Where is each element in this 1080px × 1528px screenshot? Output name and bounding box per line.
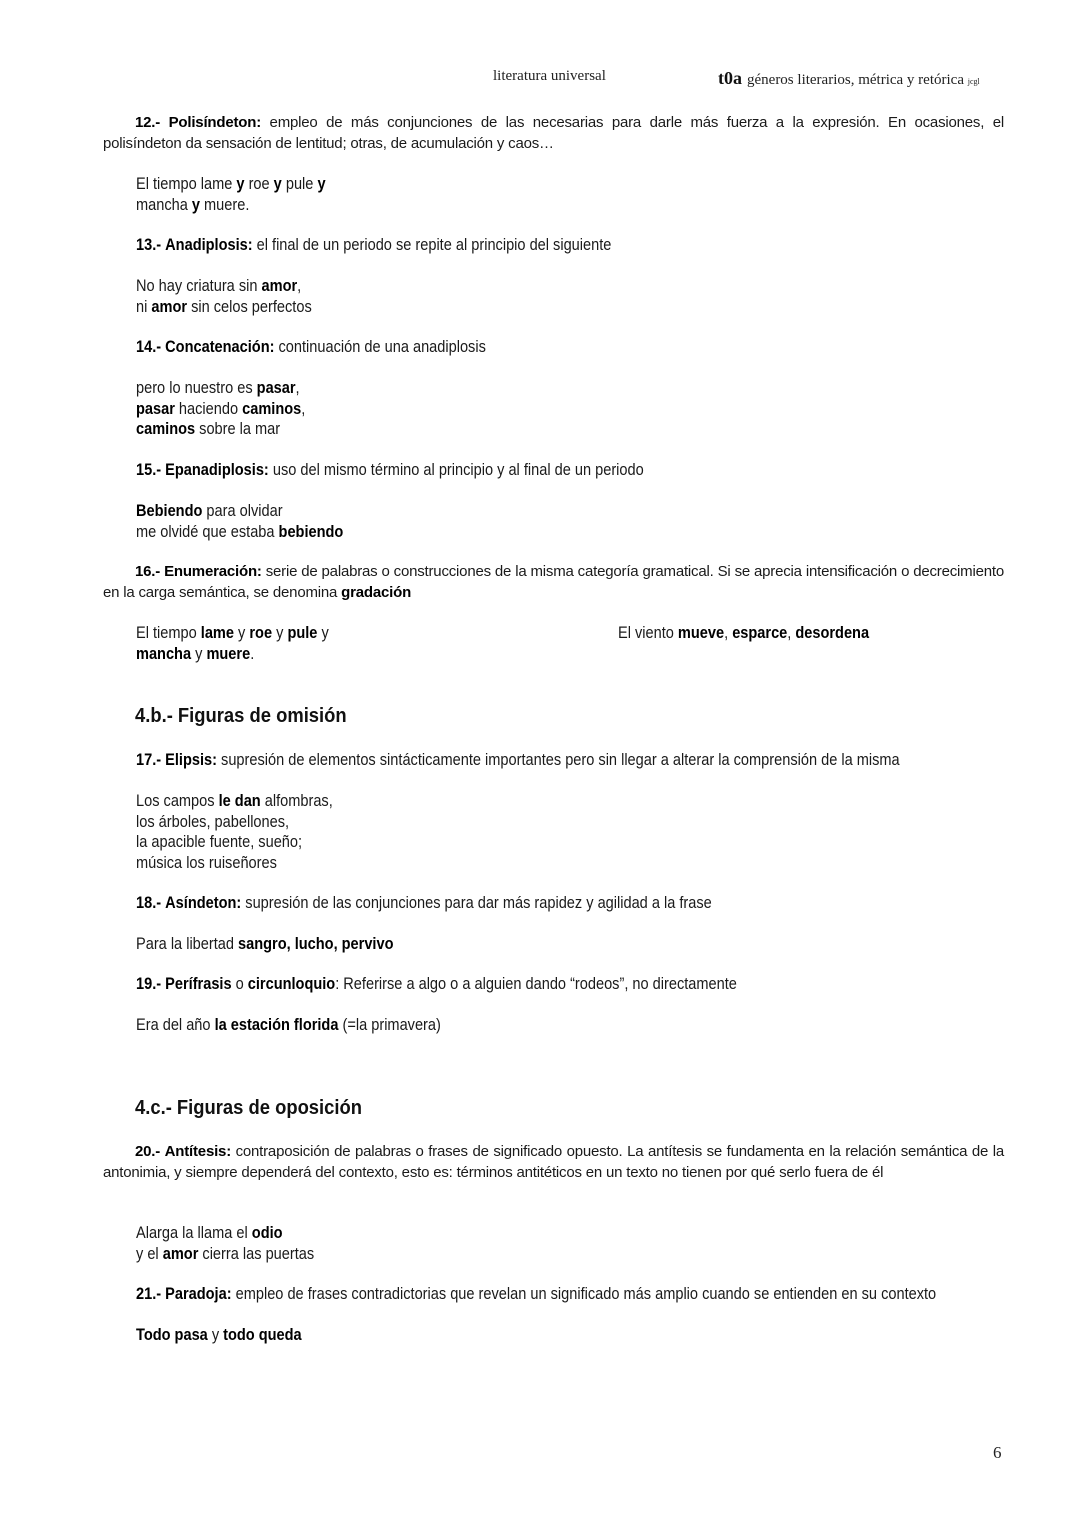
term: Elipsis: — [165, 751, 217, 769]
example-asindeton — [136, 934, 393, 955]
example-line: pasar haciendo caminos, — [136, 399, 306, 418]
definition-text: uso del mismo término al principio y al final de un periodo — [268, 461, 644, 479]
definition-concatenacion — [136, 337, 486, 358]
example-line: No hay criatura sin amor, — [136, 277, 302, 295]
example-line: Bebiendo para olvidar — [136, 502, 283, 520]
example-line: El viento mueve, esparce, desordena — [618, 624, 870, 642]
example-enumeracion-left — [136, 623, 329, 664]
example-line: El tiempo lame y roe y pule y — [136, 624, 329, 642]
example-line: El tiempo lame y roe y pule y — [136, 175, 326, 193]
definition-text: supresión de elementos sintácticamente importantes pero sin llegar a alterar la comprensión de la misma — [216, 751, 900, 769]
header-code: t0a — [718, 68, 742, 88]
example-line: Todo pasa y todo queda — [136, 1326, 302, 1344]
term: Epanadiplosis: — [165, 461, 269, 479]
item-number: 21.- — [136, 1285, 162, 1303]
term: Anadiplosis: — [165, 236, 253, 254]
item-number: 17.- — [136, 751, 162, 769]
example-line: la apacible fuente, sueño; — [136, 833, 303, 851]
example-anadiplosis — [136, 276, 312, 317]
header-subject: literatura universal — [493, 68, 606, 84]
example-paradoja — [136, 1325, 302, 1346]
header-topic: géneros literarios, métrica y retórica — [747, 72, 964, 88]
term: Enumeración: — [164, 563, 262, 580]
example-line: y el amor cierra las puertas — [136, 1244, 315, 1263]
term: Perífrasis — [165, 975, 232, 993]
definition-perifrasis: 19.- Perífrasis o circunloquio: Referirse a algo o a alguien dando “rodeos”, no directamente — [136, 975, 737, 993]
example-elipsis — [136, 791, 333, 873]
definition-elipsis — [136, 750, 900, 771]
item-number: 12.- — [135, 114, 161, 131]
term: circunloquio — [247, 975, 336, 993]
term: Concatenación: — [165, 338, 275, 356]
example-line: mancha y muere. — [136, 644, 255, 663]
definition-text: supresión de las conjunciones para dar más rapidez y agilidad a la frase — [241, 894, 712, 912]
definition-text: continuación de una anadiplosis — [274, 338, 486, 356]
term: Paradoja: — [165, 1285, 232, 1303]
example-line: pero lo nuestro es pasar, — [136, 379, 300, 397]
definition-text: contraposición de palabras o frases de significado opuesto. La antítesis se fundamenta en la relación semántica de la antonimia, y siempre dependerá del contexto, esto es: términos antitéticos en un texto no tienen por qué serlo fuera de él — [103, 1143, 1005, 1181]
definition-epanadiplosis — [136, 460, 644, 481]
example-enumeracion-right — [618, 623, 869, 644]
example-perifrasis — [136, 1015, 441, 1036]
section-heading-oposicion: 4.c.- Figuras de oposición — [135, 1097, 362, 1119]
item-number: 16.- — [135, 563, 161, 580]
example-line: Era del año la estación florida (=la primavera) — [136, 1016, 441, 1034]
item-number: 18.- — [136, 894, 162, 912]
item-number: 15.- — [136, 461, 162, 479]
term-gradacion: gradación — [341, 583, 412, 601]
term: Asíndeton: — [165, 894, 242, 912]
example-line: Para la libertad sangro, lucho, pervivo — [136, 935, 394, 953]
page-number: 6 — [993, 1443, 1002, 1462]
definition-polisindeton — [103, 113, 1004, 154]
definition-enumeracion — [103, 562, 1004, 603]
header-initials: jcgl — [967, 77, 980, 86]
example-concatenacion — [136, 378, 305, 440]
definition-text: empleo de frases contradictorias que revelan un significado más amplio cuando se entienden en su contexto — [231, 1285, 937, 1303]
example-polisindeton — [136, 174, 326, 215]
item-number: 19.- — [136, 975, 162, 993]
example-line: me olvidé que estaba bebiendo — [136, 522, 344, 541]
item-number: 13.- — [136, 236, 162, 254]
item-number: 20.- — [135, 1143, 161, 1160]
term: Antítesis: — [164, 1143, 231, 1160]
definition-text: el final de un periodo se repite al principio del siguiente — [252, 236, 612, 254]
definition-antitesis — [103, 1142, 1004, 1183]
example-line: Los campos le dan alfombras, — [136, 792, 333, 810]
example-line: los árboles, pabellones, — [136, 812, 290, 831]
item-number: 14.- — [136, 338, 162, 356]
example-line: caminos sobre la mar — [136, 420, 281, 438]
header-title — [718, 68, 980, 89]
example-line: Alarga la llama el odio — [136, 1224, 283, 1242]
definition-anadiplosis — [136, 235, 611, 256]
definition-text: : Referirse a algo o a alguien dando “rodeos”, no directamente — [335, 975, 737, 993]
definition-paradoja — [136, 1284, 936, 1305]
example-line: música los ruiseñores — [136, 853, 277, 872]
definition-text: empleo de más conjunciones de las necesarias para darle más fuerza a la expresión. En ocasiones, el polisíndeton da sensación de lentitud; otras, de acumulación y caos… — [103, 114, 1005, 152]
definition-asindeton — [136, 893, 712, 914]
section-heading-omision: 4.b.- Figuras de omisión — [135, 705, 347, 727]
example-line: ni amor sin celos perfectos — [136, 297, 312, 316]
definition-text: serie de palabras o construcciones de la misma categoría gramatical. Si se aprecia intensificación o decrecimiento en la carga semántica, se denomina — [103, 563, 1004, 601]
term: Polisíndeton: — [168, 114, 262, 131]
example-epanadiplosis — [136, 501, 343, 542]
example-antitesis — [136, 1223, 314, 1264]
example-line: mancha y muere. — [136, 195, 250, 214]
